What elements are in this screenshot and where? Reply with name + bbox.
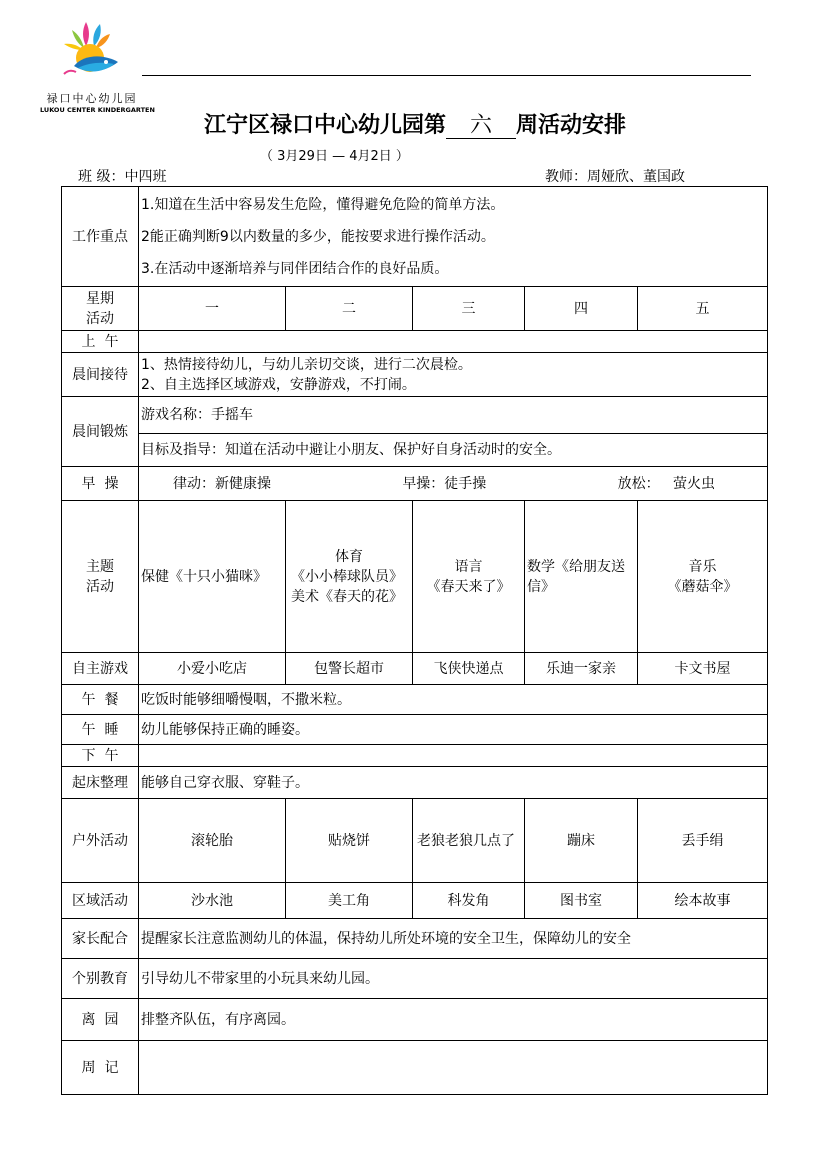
reception-label: 晨间接待 (62, 353, 139, 397)
weekday-header-row (62, 287, 768, 331)
exercise-label: 晨间锻炼 (62, 397, 139, 467)
weekly-notes-label: 周 记 (62, 1041, 139, 1095)
area-tue: 美工角 (286, 883, 413, 919)
exercise-row (62, 397, 768, 467)
title-suffix: 周活动安排 (516, 112, 627, 138)
title-week-number: 六 (446, 114, 516, 139)
nap-label: 午 睡 (62, 715, 139, 745)
morning-exercise-content (139, 467, 768, 501)
theme-activity-row (62, 501, 768, 653)
free-play-thu: 乐迪一家亲 (525, 653, 638, 685)
logo-english-name: LUKOU CENTER KINDERGARTEN (40, 106, 155, 114)
exercise-goal: 目标及指导：知道在活动中避让小朋友、保护好自身活动时的安全。 (141, 442, 561, 458)
reception-line: 2、自主选择区域游戏，安静游戏，不打闹。 (141, 376, 416, 393)
free-play-row (62, 653, 768, 685)
area-label: 区域活动 (62, 883, 139, 919)
activity-label: 活动 (86, 310, 114, 327)
outdoor-wed: 老狼老狼几点了 (413, 799, 525, 883)
relax-value: 萤火虫 (672, 475, 715, 492)
theme-label-bottom: 活动 (86, 578, 114, 595)
work-focus-row (62, 187, 768, 287)
lunch-content: 吃饭时能够细嚼慢咽，不撒米粒。 (139, 685, 768, 715)
weekday-tue: 二 (286, 287, 413, 331)
teacher-info (545, 166, 685, 186)
weekday-fri: 五 (638, 287, 768, 331)
theme-activity-label (62, 501, 139, 653)
theme-tue-line: 美术《春天的花》 (291, 588, 403, 605)
area-wed: 科发角 (413, 883, 525, 919)
area-fri: 绘本故事 (638, 883, 768, 919)
area-row (62, 883, 768, 919)
morning-section-row (62, 331, 768, 353)
exercise-content (139, 397, 768, 467)
class-info (78, 166, 166, 186)
theme-tue-line: 体育 (335, 548, 363, 565)
weekly-notes-content (139, 1041, 768, 1095)
outdoor-fri: 丢手绢 (638, 799, 768, 883)
logo-chinese-name: 禄口中心幼儿园 (46, 92, 138, 105)
lunch-row (62, 685, 768, 715)
date-range: （ 3月29日 — 4月2日 ） (260, 149, 409, 164)
parents-content: 提醒家长注意监测幼儿的体温，保持幼儿所处环境的安全卫生，保障幼儿的安全 (139, 919, 768, 959)
weekly-notes-row (62, 1041, 768, 1095)
work-focus-item: 3.在活动中逐渐培养与同伴团结合作的良好品质。 (141, 260, 449, 277)
relax-label: 放松： (617, 475, 660, 492)
lunch-label: 午 餐 (62, 685, 139, 715)
page-title (150, 108, 680, 139)
afternoon-section-label: 下 午 (62, 745, 139, 767)
exercise-game: 游戏名称：手摇车 (139, 397, 767, 434)
theme-tue (286, 501, 413, 653)
exercise-activity: 早操：徒手操 (402, 475, 487, 492)
theme-wed-line: 语言 (454, 558, 483, 575)
free-play-fri: 卡文书屋 (638, 653, 768, 685)
work-focus-label: 工作重点 (62, 187, 139, 287)
theme-tue-line: 《小小棒球队员》 (291, 568, 403, 585)
theme-fri (638, 501, 768, 653)
kindergarten-logo (40, 18, 155, 118)
work-focus-item: 2能正确判断9以内数量的多少，能按要求进行操作活动。 (141, 228, 495, 245)
rhythm-activity: 律动：新健康操 (173, 475, 271, 492)
afternoon-section-empty (139, 745, 768, 767)
nap-row (62, 715, 768, 745)
morning-section-label: 上 午 (62, 331, 139, 353)
area-thu: 图书室 (525, 883, 638, 919)
class-value: 中四班 (124, 169, 167, 185)
theme-fri-line: 《蘑菇伞》 (667, 578, 738, 595)
individual-row (62, 959, 768, 999)
nap-content: 幼儿能够保持正确的睡姿。 (139, 715, 768, 745)
weekly-schedule-table (61, 186, 768, 1095)
theme-mon: 保健《十只小猫咪》 (139, 501, 286, 653)
work-focus-item: 1.知道在生活中容易发生危险，懂得避免危险的简单方法。 (141, 196, 505, 213)
free-play-wed: 飞侠快递点 (413, 653, 525, 685)
outdoor-tue: 贴烧饼 (286, 799, 413, 883)
wakeup-content: 能够自己穿衣服、穿鞋子。 (139, 767, 768, 799)
morning-section-empty (139, 331, 768, 353)
outdoor-row (62, 799, 768, 883)
teacher-value: 周娅欣、董国政 (587, 169, 685, 185)
leaving-content: 排整齐队伍，有序离园。 (139, 999, 768, 1041)
parents-row (62, 919, 768, 959)
theme-wed (413, 501, 525, 653)
parents-label: 家长配合 (62, 919, 139, 959)
outdoor-thu: 蹦床 (525, 799, 638, 883)
theme-wed-line: 《春天来了》 (426, 578, 511, 595)
leaving-label: 离 园 (62, 999, 139, 1041)
weekday-thu: 四 (525, 287, 638, 331)
individual-content: 引导幼儿不带家里的小玩具来幼儿园。 (139, 959, 768, 999)
afternoon-section-row (62, 745, 768, 767)
theme-thu: 数学《给朋友送信》 (525, 501, 638, 653)
reception-row (62, 353, 768, 397)
theme-fri-line: 音乐 (688, 558, 717, 575)
teacher-label: 教师： (545, 169, 587, 185)
free-play-mon: 小爱小吃店 (139, 653, 286, 685)
morning-exercise-label: 早 操 (62, 467, 139, 501)
kindergarten-logo-icon (56, 18, 126, 82)
morning-exercise-row (62, 467, 768, 501)
relax-activity (618, 474, 715, 494)
outdoor-label: 户外活动 (62, 799, 139, 883)
header-divider (142, 75, 751, 76)
area-mon: 沙水池 (139, 883, 286, 919)
individual-label: 个别教育 (62, 959, 139, 999)
weekday-mon: 一 (139, 287, 286, 331)
reception-line: 1、热情接待幼儿，与幼儿亲切交谈，进行二次晨检。 (141, 356, 472, 373)
weekday-wed: 三 (413, 287, 525, 331)
weekday-header-label (62, 287, 139, 331)
title-prefix: 江宁区禄口中心幼儿园第 (203, 112, 446, 138)
wakeup-label: 起床整理 (62, 767, 139, 799)
free-play-tue: 包警长超市 (286, 653, 413, 685)
weekday-label: 星期 (86, 290, 114, 307)
class-label: 班 级： (78, 169, 125, 185)
wakeup-row (62, 767, 768, 799)
theme-label-top: 主题 (86, 558, 114, 575)
free-play-label: 自主游戏 (62, 653, 139, 685)
leaving-row (62, 999, 768, 1041)
work-focus-content (139, 187, 768, 287)
reception-content (139, 353, 768, 397)
outdoor-mon: 滚轮胎 (139, 799, 286, 883)
